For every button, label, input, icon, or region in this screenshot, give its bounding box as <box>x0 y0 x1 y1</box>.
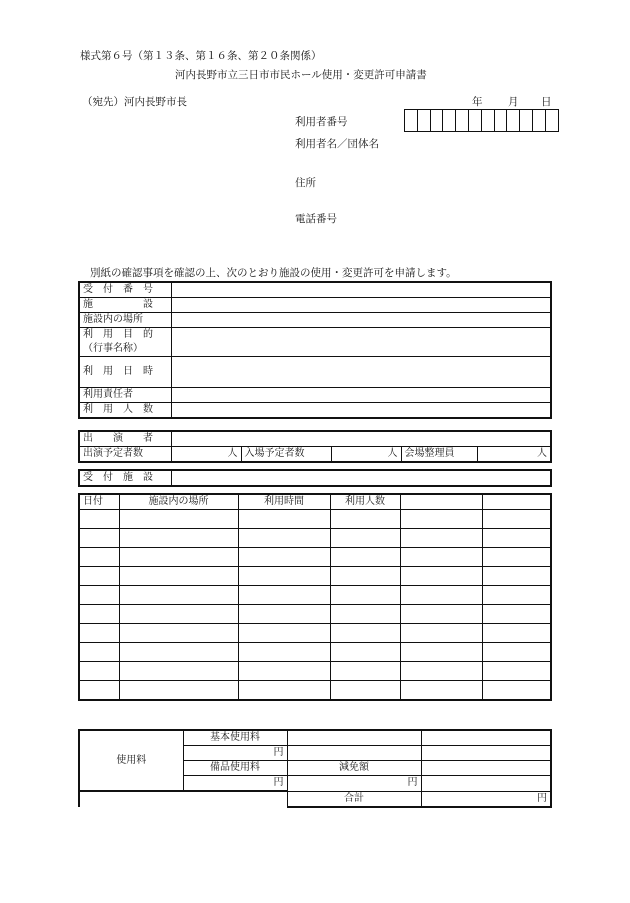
empty-cell <box>183 791 287 807</box>
schedule-cell[interactable] <box>400 662 482 681</box>
schedule-cell[interactable] <box>119 662 238 681</box>
schedule-cell[interactable] <box>400 529 482 548</box>
header-blank <box>482 494 551 510</box>
schedule-cell[interactable] <box>330 586 400 605</box>
schedule-cell[interactable] <box>238 567 330 586</box>
expected-audience-label: 入場予定者数 <box>241 447 331 463</box>
schedule-cell[interactable] <box>119 567 238 586</box>
value-cell[interactable] <box>171 388 551 403</box>
schedule-cell[interactable] <box>330 624 400 643</box>
schedule-cell[interactable] <box>482 624 551 643</box>
schedule-cell[interactable] <box>119 510 238 529</box>
schedule-cell[interactable] <box>238 681 330 701</box>
basic-fee-yen[interactable]: 円 <box>183 746 287 761</box>
row-label: 利 用 目 的 <box>79 328 171 343</box>
schedule-cell[interactable] <box>238 643 330 662</box>
value-cell[interactable] <box>171 282 551 298</box>
schedule-cell[interactable] <box>79 643 119 662</box>
user-number-label: 利用者番号 <box>295 116 348 128</box>
reception-value[interactable] <box>171 470 551 486</box>
statement: 別紙の確認事項を確認の上、次のとおり施設の使用・変更許可を申請します。 <box>90 267 457 279</box>
schedule-cell[interactable] <box>400 586 482 605</box>
schedule-cell[interactable] <box>482 586 551 605</box>
schedule-row <box>79 624 551 643</box>
schedule-cell[interactable] <box>482 605 551 624</box>
fee-table <box>78 729 552 808</box>
schedule-cell[interactable] <box>330 548 400 567</box>
value-cell[interactable] <box>171 342 551 357</box>
schedule-cell[interactable] <box>400 567 482 586</box>
schedule-cell[interactable] <box>238 605 330 624</box>
total-label: 合計 <box>287 791 421 807</box>
value-cell[interactable] <box>171 357 551 388</box>
schedule-cell[interactable] <box>330 510 400 529</box>
schedule-cell[interactable] <box>400 605 482 624</box>
schedule-cell[interactable] <box>330 643 400 662</box>
schedule-cell[interactable] <box>79 567 119 586</box>
schedule-cell[interactable] <box>79 662 119 681</box>
schedule-cell[interactable] <box>79 548 119 567</box>
schedule-cell[interactable] <box>119 624 238 643</box>
schedule-cell[interactable] <box>400 643 482 662</box>
schedule-row <box>79 567 551 586</box>
schedule-cell[interactable] <box>119 529 238 548</box>
fee-cell[interactable] <box>421 746 551 761</box>
fee-cell[interactable] <box>421 730 551 746</box>
schedule-cell[interactable] <box>482 548 551 567</box>
header-blank <box>400 494 482 510</box>
schedule-cell[interactable] <box>238 662 330 681</box>
header-location: 施設内の場所 <box>119 494 238 510</box>
schedule-row <box>79 548 551 567</box>
schedule-row <box>79 510 551 529</box>
expected-performers-label: 出演予定者数 <box>79 447 171 463</box>
schedule-cell[interactable] <box>482 567 551 586</box>
reception-table <box>78 469 552 487</box>
schedule-cell[interactable] <box>330 529 400 548</box>
row-label: 施設内の場所 <box>79 313 171 328</box>
schedule-cell[interactable] <box>330 681 400 701</box>
header-time: 利用時間 <box>238 494 330 510</box>
schedule-cell[interactable] <box>79 529 119 548</box>
row-label: 受 付 番 号 <box>79 282 171 298</box>
user-number-boxes[interactable] <box>404 109 559 132</box>
schedule-cell[interactable] <box>482 643 551 662</box>
header-people: 利用人数 <box>330 494 400 510</box>
date-day: 日 <box>541 96 552 108</box>
performer-table <box>78 430 552 463</box>
schedule-cell[interactable] <box>119 605 238 624</box>
main-table <box>78 281 552 419</box>
form-number: 様式第６号（第１３条、第１６条、第２０条関係） <box>80 50 322 62</box>
phone-label: 電話番号 <box>295 213 337 225</box>
fee-cell[interactable] <box>287 746 421 761</box>
schedule-cell[interactable] <box>238 548 330 567</box>
page-title: 河内長野市立三日市市民ホール使用・変更許可申請書 <box>175 69 427 81</box>
schedule-row <box>79 586 551 605</box>
row-label: （行事名称） <box>79 342 171 357</box>
basic-fee-label: 基本使用料 <box>183 730 287 746</box>
schedule-cell[interactable] <box>482 662 551 681</box>
address-label: 住所 <box>295 177 316 189</box>
schedule-cell[interactable] <box>238 624 330 643</box>
user-name-label: 利用者名／団体名 <box>295 138 379 150</box>
reception-label: 受 付 施 設 <box>79 470 171 486</box>
fee-cell[interactable] <box>287 730 421 746</box>
schedule-cell[interactable] <box>482 681 551 701</box>
schedule-cell[interactable] <box>238 510 330 529</box>
fee-cell[interactable] <box>421 761 551 776</box>
expected-audience-unit[interactable]: 人 <box>331 447 401 463</box>
value-cell[interactable] <box>171 298 551 313</box>
header-date: 日付 <box>79 494 119 510</box>
total-yen[interactable]: 円 <box>421 791 551 807</box>
staff-unit[interactable]: 人 <box>477 447 551 463</box>
value-cell[interactable] <box>171 403 551 419</box>
schedule-table <box>78 493 552 701</box>
row-label: 施 設 <box>79 298 171 313</box>
date-month: 月 <box>508 96 519 108</box>
schedule-cell[interactable] <box>79 605 119 624</box>
schedule-cell[interactable] <box>400 510 482 529</box>
schedule-cell[interactable] <box>79 586 119 605</box>
expected-performers-unit[interactable]: 人 <box>171 447 241 463</box>
performer-value[interactable] <box>171 431 551 447</box>
schedule-cell[interactable] <box>482 529 551 548</box>
schedule-row <box>79 681 551 701</box>
equipment-fee-label: 備品使用料 <box>183 761 287 776</box>
schedule-cell[interactable] <box>400 624 482 643</box>
schedule-row <box>79 662 551 681</box>
value-cell[interactable] <box>171 313 551 328</box>
schedule-cell[interactable] <box>119 586 238 605</box>
reduction-yen[interactable]: 円 <box>287 776 421 792</box>
fee-label: 使用料 <box>79 730 183 791</box>
schedule-cell[interactable] <box>400 681 482 701</box>
row-label: 利 用 人 数 <box>79 403 171 419</box>
reduction-label: 減免額 <box>287 761 421 776</box>
schedule-cell[interactable] <box>400 548 482 567</box>
schedule-cell[interactable] <box>330 567 400 586</box>
fee-cell[interactable] <box>421 776 551 792</box>
schedule-row <box>79 529 551 548</box>
schedule-cell[interactable] <box>79 681 119 701</box>
schedule-cell[interactable] <box>119 548 238 567</box>
staff-label: 会場整理員 <box>401 447 477 463</box>
schedule-cell[interactable] <box>238 586 330 605</box>
date-year: 年 <box>472 96 483 108</box>
schedule-cell[interactable] <box>79 624 119 643</box>
row-label: 利用責任者 <box>79 388 171 403</box>
equipment-fee-yen[interactable]: 円 <box>183 776 287 792</box>
value-cell[interactable] <box>171 328 551 343</box>
addressee: （宛先）河内長野市長 <box>82 96 187 108</box>
schedule-cell[interactable] <box>119 681 238 701</box>
schedule-cell[interactable] <box>119 643 238 662</box>
schedule-cell[interactable] <box>79 510 119 529</box>
performer-label: 出 演 者 <box>79 431 171 447</box>
schedule-row <box>79 605 551 624</box>
schedule-cell[interactable] <box>330 605 400 624</box>
schedule-cell[interactable] <box>482 510 551 529</box>
empty-cell <box>79 791 183 807</box>
schedule-header-row <box>79 494 551 510</box>
schedule-cell[interactable] <box>330 662 400 681</box>
schedule-row <box>79 643 551 662</box>
row-label: 利 用 日 時 <box>79 357 171 388</box>
schedule-cell[interactable] <box>238 529 330 548</box>
